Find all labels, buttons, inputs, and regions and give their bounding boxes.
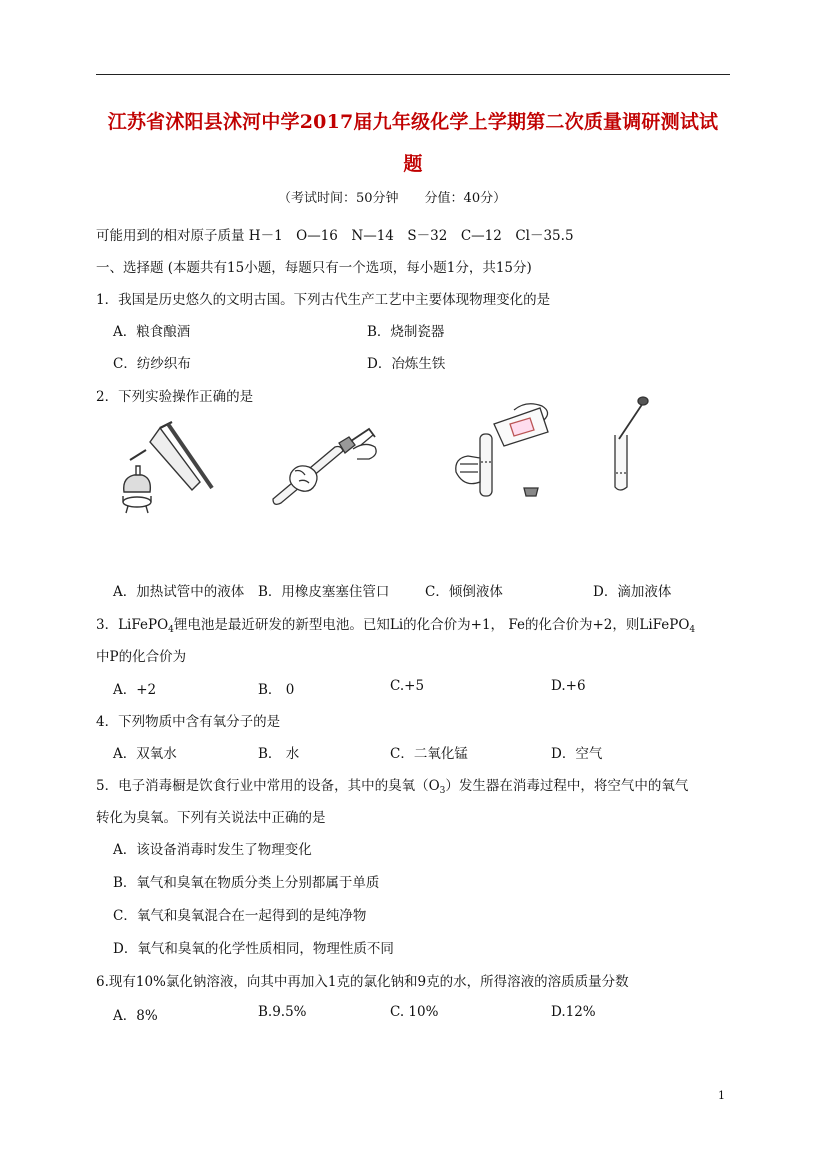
question-3-option-a: A．+2 [113, 682, 157, 698]
question-5-option-b: B．氧气和臭氧在物质分类上分别都属于单质 [113, 875, 380, 891]
question-2-option-a: A．加热试管中的液体 [113, 584, 245, 600]
section-heading: 一、选择题 (本题共有15小题，每题只有一个选项，每小题1分，共15分) [96, 260, 532, 276]
question-3-option-b: B． 0 [258, 682, 295, 698]
question-3-stem-line2: 中P的化合价为 [96, 649, 187, 665]
question-1-option-b: B．烧制瓷器 [367, 324, 445, 340]
question-3-option-c: C.+5 [390, 678, 425, 694]
question-6-option-a: A．8% [113, 1008, 158, 1024]
pouring-liquid-figure [448, 402, 558, 502]
exam-title-line2: 题 [403, 153, 423, 175]
question-2-option-c: C．倾倒液体 [425, 584, 503, 600]
question-3-option-d: D.+6 [551, 678, 586, 694]
question-4-option-b: B． 水 [258, 746, 300, 762]
question-2-option-b: B．用橡皮塞塞住管口 [258, 584, 390, 600]
question-3-stem: 3．LiFePO$_4$锂电池是最近研发的新型电池。已知Li的化合价为+1， Fe的化合价为+2，则LiFePO$_4$ [96, 617, 696, 635]
question-6-option-d: D.12% [551, 1004, 596, 1020]
question-6-stem: 6.现有10%氯化钠溶液，向其中再加入1克的氯化钠和9克的水，所得溶液的溶质质量分数 [96, 974, 629, 990]
question-5-stem: 5．电子消毒橱是饮食行业中常用的设备，其中的臭氧$(O_3)$发生器在消毒过程中，将空气中的氧气 [96, 778, 689, 796]
question-2-stem: 2．下列实验操作正确的是 [96, 389, 254, 405]
dropper-figure [605, 395, 655, 495]
question-5-option-c: C．氧气和臭氧混合在一起得到的是纯净物 [113, 908, 367, 924]
rubber-stopper-figure [265, 425, 385, 510]
question-5-stem-line2: 转化为臭氧。下列有关说法中正确的是 [96, 810, 326, 826]
question-1-option-d: D．冶炼生铁 [367, 356, 446, 372]
heating-test-tube-figure [112, 420, 217, 515]
question-2-option-d: D．滴加液体 [593, 584, 672, 600]
question-6-option-c: C. 10% [390, 1004, 439, 1020]
question-4-option-d: D．空气 [551, 746, 603, 762]
exam-title-line1: 江苏省沭阳县沭河中学2017届九年级化学上学期第二次质量调研测试试 [107, 111, 719, 133]
exam-info: （考试时间：50分钟 分值：40分） [278, 191, 507, 206]
question-4-option-a: A．双氧水 [113, 746, 177, 762]
atomic-masses: 可能用到的相对原子质量 H－1 O—16 N—14 S－32 C—12 Cl－35.5 [96, 228, 574, 244]
question-6-option-b: B.9.5% [258, 1004, 307, 1020]
header-rule [96, 74, 730, 75]
question-5-option-a: A．该设备消毒时发生了物理变化 [113, 842, 312, 858]
question-5-option-d: D．氧气和臭氧的化学性质相同，物理性质不同 [113, 941, 394, 957]
question-1-stem: 1．我国是历史悠久的文明古国。下列古代生产工艺中主要体现物理变化的是 [96, 292, 551, 308]
question-4-stem: 4．下列物质中含有氧分子的是 [96, 714, 281, 730]
page-number: 1 [718, 1089, 725, 1102]
question-1-option-a: A．粮食酿酒 [113, 324, 191, 340]
question-4-option-c: C．二氧化锰 [390, 746, 468, 762]
question-1-option-c: C．纺纱织布 [113, 356, 191, 372]
